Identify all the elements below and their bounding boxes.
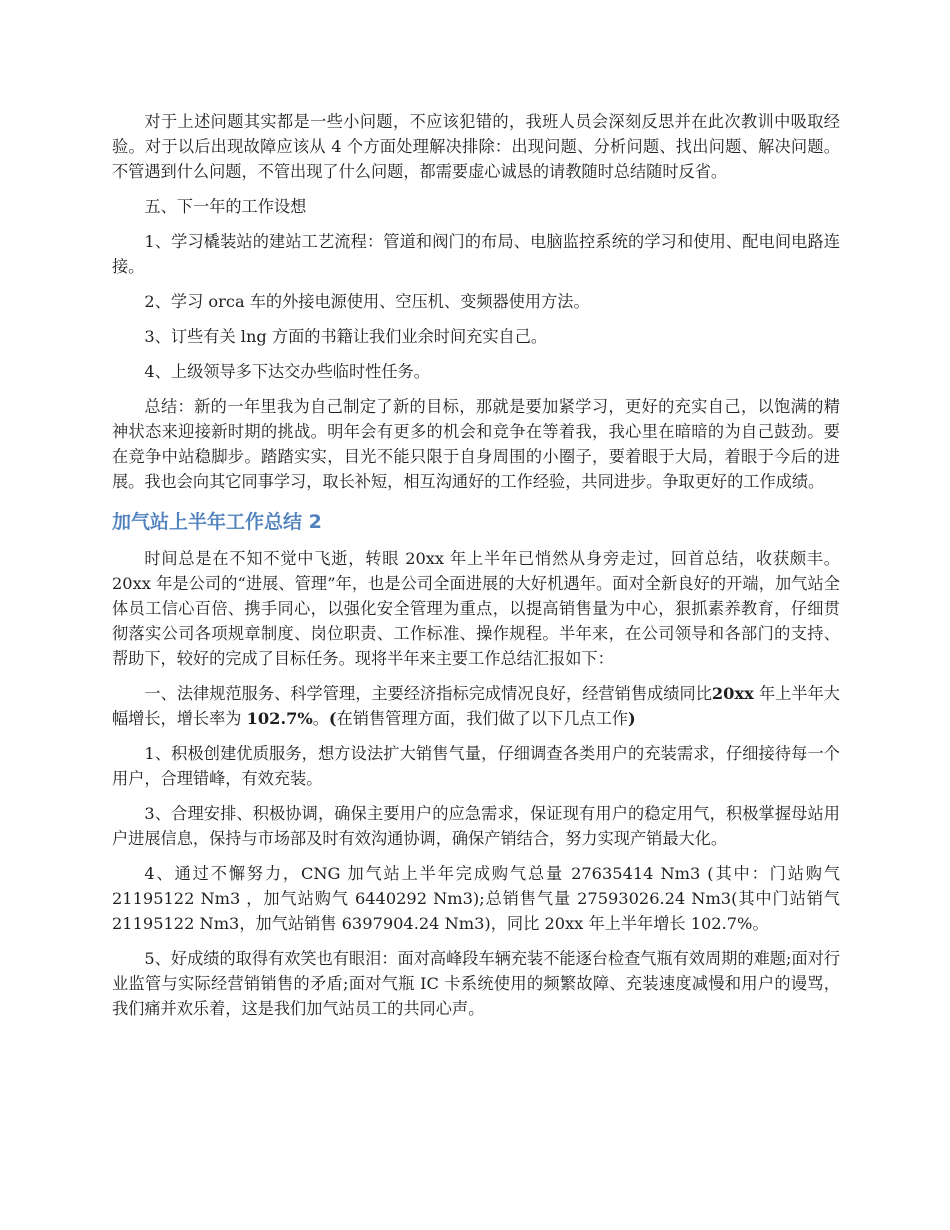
paragraph-plan-item-3: 3、订些有关 lng 方面的书籍让我们业余时间充实自己。 <box>144 327 548 346</box>
paragraph-item-4: 4、通过不懈努力，CNG 加气站上半年完成购气总量 27635414 Nm3 (其中：门站购气 21195122 Nm3 ，加气站购气 6440292 Nm3);总销售气量 27593026.24 Nm3(其中门站销气 21195122 Nm3，加气站销售 6397904.24 Nm3)，同比 20xx 年上半年增长 102.7%。 <box>112 864 840 933</box>
paragraph-summary: 总结：新的一年里我为自己制定了新的目标，那就是要加紧学习，更好的充实自己，以饱满的精神状态来迎接新时期的挑战。明年会有更多的机会和竞争在等着我，我心里在暗暗的为自己鼓劲。要在竞争中站稳脚步。踏踏实实，目光不能只限于自身周围的小圈子，要着眼于大局，着眼于今后的进展。我也会向其它同事学习，取长补短，相互沟通好的工作经验，共同进步。争取更好的工作成绩。 <box>112 397 840 491</box>
point1-close-paren: ) <box>627 709 636 728</box>
paragraph-plan-item-4: 4、上级领导多下达交办些临时性任务。 <box>144 362 430 381</box>
point1-text-b: 年上半年大幅增长，增长率为 <box>112 684 840 728</box>
paragraph-plan-item-2: 2、学习 orca 车的外接电源使用、空压机、变频器使用方法。 <box>144 292 590 311</box>
paragraph-point-1 <box>112 681 840 731</box>
point1-open-paren: ( <box>328 709 337 728</box>
point1-text-a: 一、法律规范服务、科学管理，主要经济指标完成情况良好，经营销售成绩同比 <box>144 684 712 703</box>
point1-text-c: 。 <box>312 709 329 728</box>
paragraph-intro: 时间总是在不知不觉中飞逝，转眼 20xx 年上半年已悄然从身旁走过，回首总结，收获颇丰。20xx 年是公司的“进展、管理”年，也是公司全面进展的大好机遇年。面对全新良好的开端，加气站全体员工信心百倍、携手同心，以强化安全管理为重点，以提高销售量为中心，狠抓素养教育，仔细贯彻落实公司各项规章制度、岗位职责、工作标准、操作规程。半年来，在公司领导和各部门的支持、帮助下，较好的完成了目标任务。现将半年来主要工作总结汇报如下： <box>112 549 840 668</box>
paragraph-plan-item-1: 1、学习橇装站的建站工艺流程：管道和阀门的布局、电脑监控系统的学习和使用、配电间电路连接。 <box>112 232 840 276</box>
document-page <box>112 109 840 1031</box>
paragraph-item-1: 1、积极创建优质服务，想方设法扩大销售气量，仔细调查各类用户的充装需求，仔细接待每一个用户，合理错峰，有效充装。 <box>112 744 840 788</box>
paragraph-item-5: 5、好成绩的取得有欢笑也有眼泪：面对高峰段车辆充装不能逐台检查气瓶有效周期的难题;面对行业监管与实际经营销销售的矛盾;面对气瓶 IC 卡系统使用的频繁故障、充装速度减慢和用户的谩骂，我们痛并欢乐着，这是我们加气站员工的共同心声。 <box>112 949 841 1018</box>
paragraph-plan-heading: 五、下一年的工作设想 <box>144 197 307 216</box>
point1-text-d: 在销售管理方面，我们做了以下几点工作 <box>336 709 628 728</box>
paragraph-reflection: 对于上述问题其实都是一些小问题，不应该犯错的，我班人员会深刻反思并在此次教训中吸取经验。对于以后出现故障应该从 4 个方面处理解决排除：出现问题、分析问题、找出问题、解决问题。不管遇到什么问题，不管出现了什么问题，都需要虚心诚恳的请教随时总结随时反省。 <box>112 112 840 181</box>
section-heading: 加气站上半年工作总结 2 <box>112 511 322 533</box>
paragraph-item-3: 3、合理安排、积极协调，确保主要用户的应急需求，保证现有用户的稳定用气，积极掌握母站用户进展信息，保持与市场部及时有效沟通协调，确保产销结合，努力实现产销最大化。 <box>112 804 840 848</box>
point1-rate: 102.7% <box>246 709 313 728</box>
point1-year: 20xx <box>711 684 754 703</box>
